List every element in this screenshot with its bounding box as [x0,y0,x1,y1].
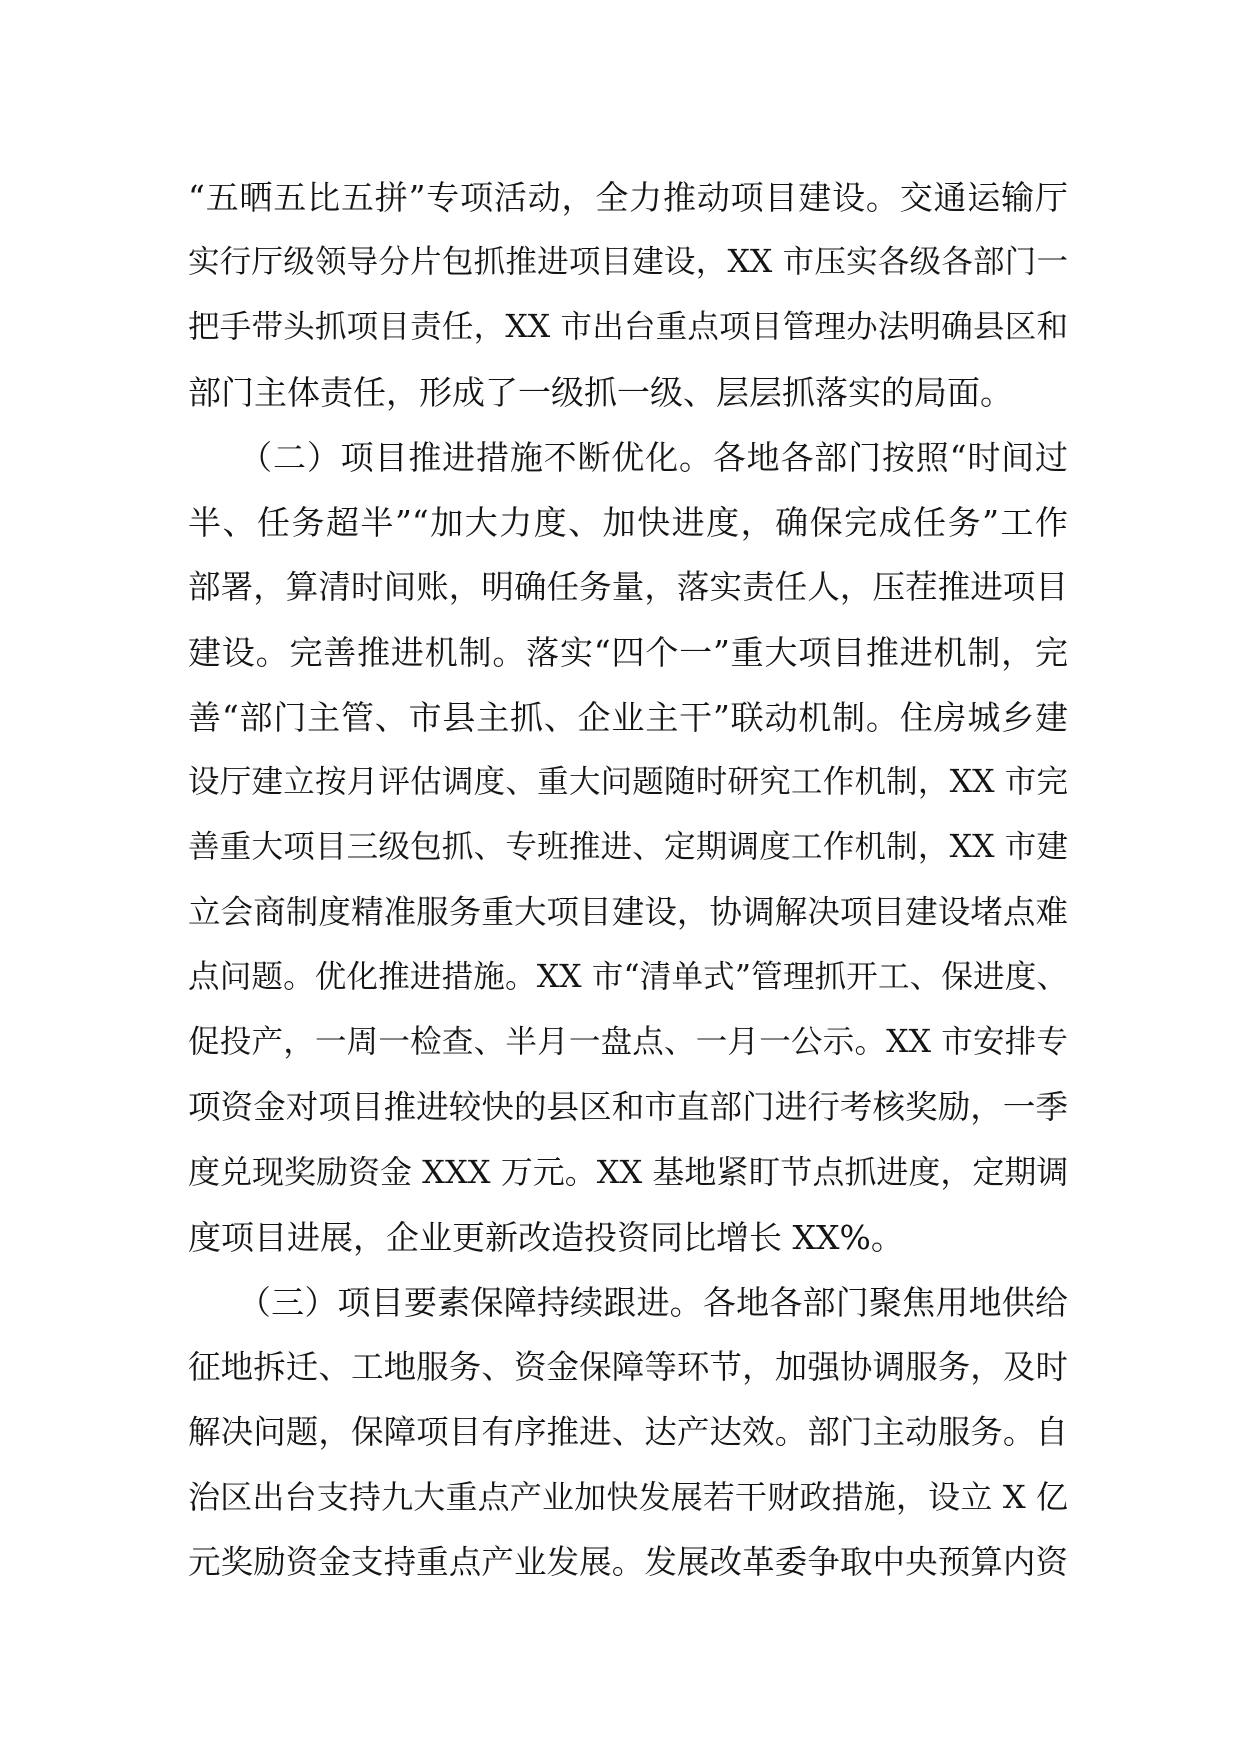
text-line: 善“部门主管、市县主抓、企业主干”联动机制。住房城乡建 [188,698,1068,737]
text-line: 元奖励资金支持重点产业发展。发展改革委争取中央预算内资 [188,1543,1068,1581]
text-line: 实行厅级领导分片包抓推进项目建设，XX 市压实各级各部门一 [188,244,1068,280]
text-line: （三）项目要素保障持续跟进。各地各部门聚焦用地供给 [188,1283,1068,1322]
text-line: 部门主体责任，形成了一级抓一级、层层抓落实的局面。 [188,373,1013,412]
text-line: 项资金对项目推进较快的县区和市直部门进行考核奖励，一季 [188,1088,1068,1126]
text-line: 半、任务超半”“加大力度、加快进度，确保完成任务”工作 [188,503,1068,542]
text-line: 立会商制度精准服务重大项目建设，协调解决项目建设堵点难 [188,893,1068,931]
body-text [188,165,1068,1595]
text-line: 解决问题，保障项目有序推进、达产达效。部门主动服务。自 [188,1413,1068,1451]
text-line: 把手带头抓项目责任，XX 市出台重点项目管理办法明确县区和 [188,309,1068,345]
text-line: 度项目进展，企业更新改造投资同比增长 XX%。 [188,1218,904,1257]
text-line: 点问题。优化推进措施。XX 市“清单式”管理抓开工、保进度、 [188,959,1068,995]
text-line: 设厅建立按月评估调度、重大问题随时研究工作机制，XX 市完 [188,764,1068,800]
text-line: “五晒五比五拼”专项活动，全力推动项目建设。交通运输厅 [188,178,1068,217]
text-line: 部署，算清时间账，明确任务量，落实责任人，压茬推进项目 [188,568,1068,606]
text-line: 促投产，一周一检查、半月一盘点、一月一公示。XX 市安排专 [188,1024,1068,1060]
text-line: 建设。完善推进机制。落实“四个一”重大项目推进机制，完 [188,633,1068,672]
text-line: 度兑现奖励资金 XXX 万元。XX 基地紧盯节点抓进度，定期调 [188,1153,1069,1191]
text-line: 善重大项目三级包抓、专班推进、定期调度工作机制，XX 市建 [188,829,1068,865]
text-line: 征地拆迁、工地服务、资金保障等环节，加强协调服务，及时 [188,1348,1068,1386]
text-line: （二）项目推进措施不断优化。各地各部门按照“时间过 [188,438,1068,477]
text-line: 治区出台支持九大重点产业加快发展若干财政措施，设立 X 亿 [188,1478,1068,1516]
